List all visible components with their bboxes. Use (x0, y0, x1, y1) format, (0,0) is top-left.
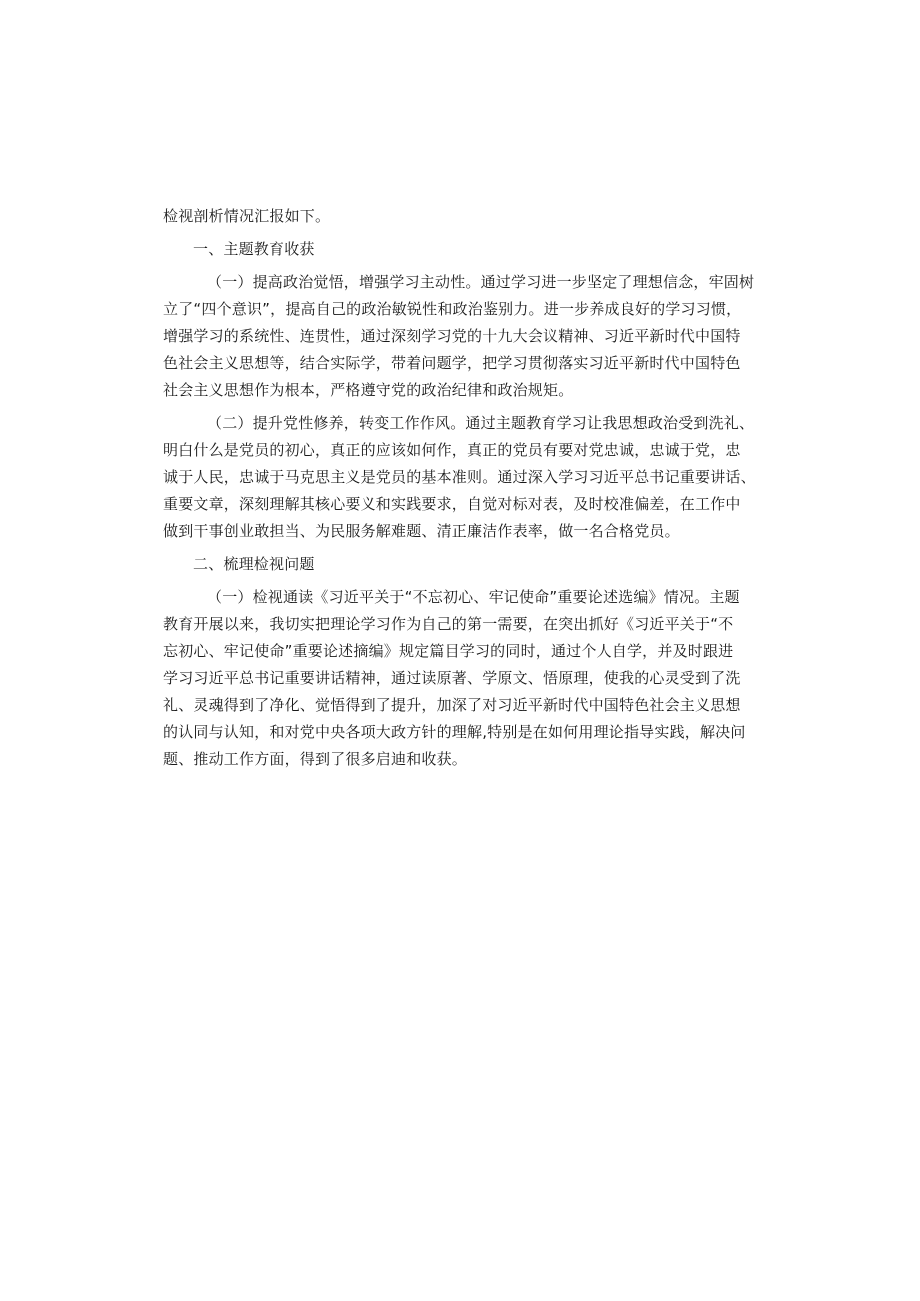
paragraph-line: 色社会主义思想等，结合实际学，带着问题学，把学习贯彻落实习近平新时代中国特色 (163, 354, 741, 372)
paragraph-line: 忘初心、牢记使命”重要论述摘编》规定篇目学习的同时，通过个人自学，并及时跟进 (163, 642, 734, 660)
document-body (163, 203, 773, 773)
section-heading: 一、主题教育收获 (193, 240, 315, 258)
paragraph-line: 题、推动工作方面，得到了很多启迪和收获。 (163, 750, 468, 768)
paragraph-line: 明白什么是党员的初心，真正的应该如何作，真正的党员有要对党忠诚，忠诚于党，忠 (163, 441, 741, 459)
text-line: 检视剖析情况汇报如下。 (163, 207, 331, 225)
paragraph-line: 诚于人民，忠诚于马克思主义是党员的基本准则。通过深入学习习近平总书记重要讲话、 (163, 468, 756, 486)
paragraph-line: 增强学习的系统性、连贯性，通过深刻学习党的十九大会议精神、习近平新时代中国特 (163, 327, 741, 345)
paragraph-line: 教育开展以来，我切实把理论学习作为自己的第一需要，在突出抓好《习近平关于“不 (163, 615, 734, 633)
paragraph-line: 的认同与认知，和对党中央各项大政方针的理解,特别是在如何用理论指导实践，解决问 (163, 723, 746, 741)
paragraph-line: （二）提升党性修养，转变工作作风。通过主题教育学习让我思想政治受到洗礼、 (207, 414, 755, 432)
paragraph-line: 礼、灵魂得到了净化、觉悟得到了提升，加深了对习近平新时代中国特色社会主义思想 (163, 696, 741, 714)
paragraph-line: 重要文章，深刻理解其核心要义和实践要求，自觉对标对表，及时校准偏差，在工作中 (163, 495, 741, 513)
section-heading: 二、梳理检视问题 (193, 555, 315, 573)
paragraph-line: （一）提高政治觉悟，增强学习主动性。通过学习进一步坚定了理想信念，牢固树 (207, 273, 755, 291)
paragraph-line: 学习习近平总书记重要讲话精神，通过读原著、学原文、悟原理，使我的心灵受到了洗 (163, 669, 741, 687)
paragraph-line: 做到干事创业敢担当、为民服务解难题、清正廉洁作表率，做一名合格党员。 (163, 522, 680, 540)
paragraph-line: 立了“四个意识”，提高自己的政治敏锐性和政治鉴别力。进一步养成良好的学习习惯， (163, 300, 742, 318)
paragraph-line: （一）检视通读《习近平关于“不忘初心、牢记使命”重要论述选编》情况。主题 (207, 588, 740, 606)
paragraph-line: 社会主义思想作为根本，严格遵守党的政治纪律和政治规矩。 (163, 381, 574, 399)
